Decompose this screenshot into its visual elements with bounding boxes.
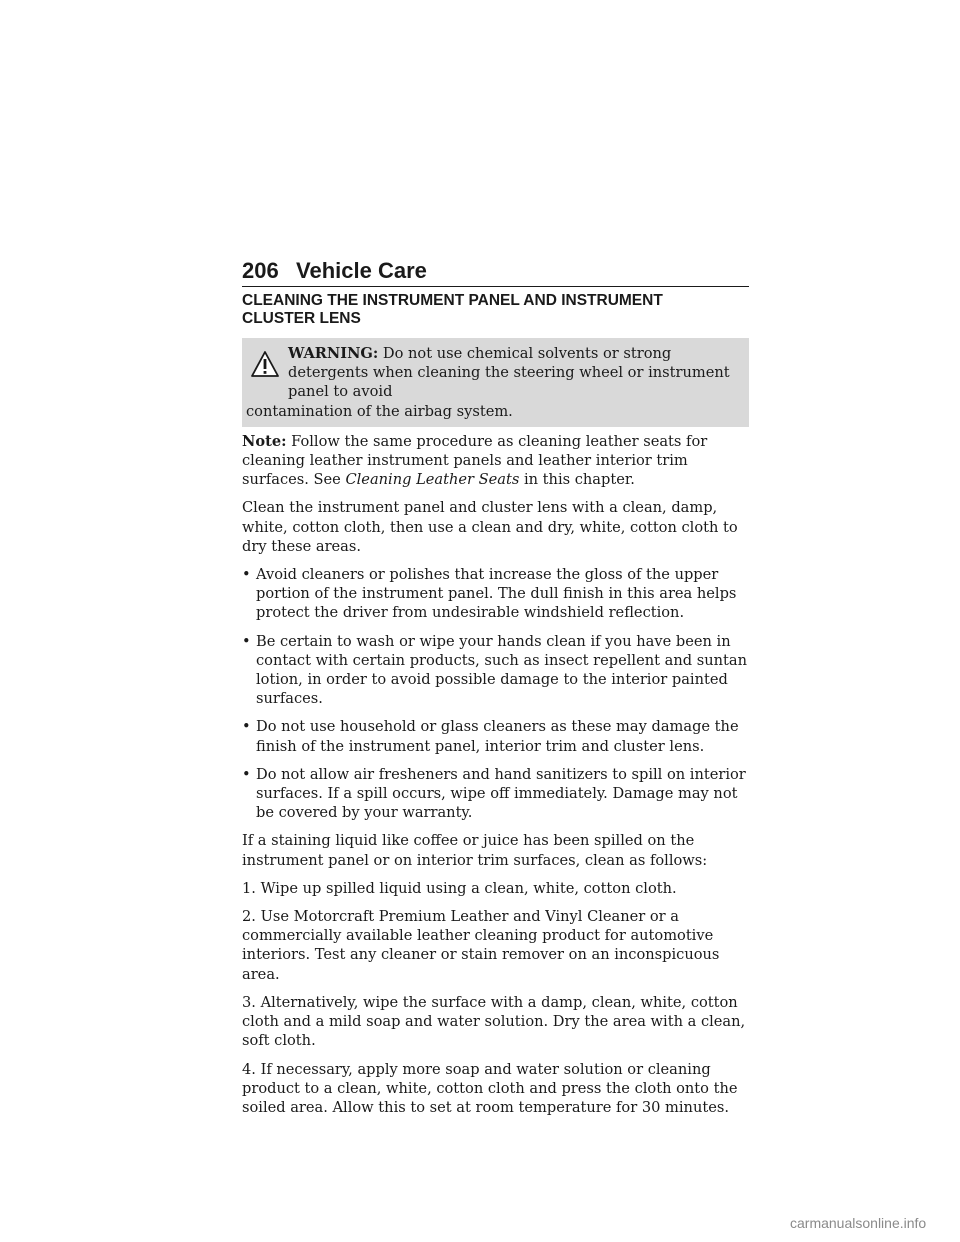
note-link-cleaning-leather-seats: Cleaning Leather Seats [345, 471, 520, 489]
warning-box [242, 338, 749, 427]
warning-text [246, 344, 745, 421]
warning-label: WARNING: [288, 345, 379, 362]
bullet-item: • Do not use household or glass cleaners as these may damage the finish of the instrument panel, interior trim and cluster lens. [242, 717, 749, 755]
bullet-list [242, 565, 749, 822]
bullet-item: • Be certain to wash or wipe your hands clean if you have been in contact with certain products, such as insect repellent and suntan lotion, in order to avoid possible damage to the interior painted surfaces. [242, 632, 749, 709]
note-text: Follow the same procedure as cleaning leather seats for cleaning leather instrument panels and leather interior trim surfaces. See [242, 432, 708, 489]
step-item: 2. Use Motorcraft Premium Leather and Vinyl Cleaner or a commercially available leather cleaning product for automotive interiors. Test any cleaner or stain remover on an inconspicuous area. [242, 908, 720, 983]
note-label: Note: [242, 432, 287, 450]
warning-text-rest: contamination of the airbag system. [246, 402, 513, 420]
section-heading: CLEANING THE INSTRUMENT PANEL AND INSTRUMENT CLUSTER LENS [242, 292, 663, 327]
step-item: 4. If necessary, apply more soap and water solution or cleaning product to a clean, white, cotton cloth and press the cloth onto the soiled area. Allow this to set at room temperature for 30 minutes. [242, 1060, 738, 1116]
warning-text-first: Do not use chemical solvents or strong detergents when cleaning the steering wheel or instrument panel to avoid [288, 345, 730, 401]
intro-paragraph: Clean the instrument panel and cluster lens with a clean, damp, white, cotton cloth, then use a clean and dry, white, cotton cloth to dry these areas. [242, 499, 738, 555]
spill-paragraph: If a staining liquid like coffee or juice has been spilled on the instrument panel or on interior trim surfaces, clean as follows: [242, 832, 708, 869]
note-paragraph [242, 432, 749, 490]
header-rule [242, 286, 749, 287]
step-item: 3. Alternatively, wipe the surface with a damp, clean, white, cotton cloth and a mild soap and water solution. Dry the area with a clean, soft cloth. [242, 993, 746, 1050]
step-item: 1. Wipe up spilled liquid using a clean, white, cotton cloth. [242, 879, 677, 897]
warning-triangle-icon [250, 350, 280, 378]
footer-watermark-url: carmanualsonline.info [790, 1215, 927, 1231]
bullet-item: • Do not allow air fresheners and hand sanitizers to spill on interior surfaces. If a spill occurs, wipe off immediately. Damage may not be covered by your warranty. [242, 765, 749, 823]
bullet-item: • Avoid cleaners or polishes that increase the gloss of the upper portion of the instrument panel. The dull finish in this area helps protect the driver from undesirable windshield reflection. [242, 565, 749, 623]
page-content [242, 290, 749, 1124]
note-text-after: in this chapter. [523, 471, 635, 489]
chapter-title: Vehicle Care [296, 258, 427, 283]
page-number: 206 [242, 258, 279, 283]
